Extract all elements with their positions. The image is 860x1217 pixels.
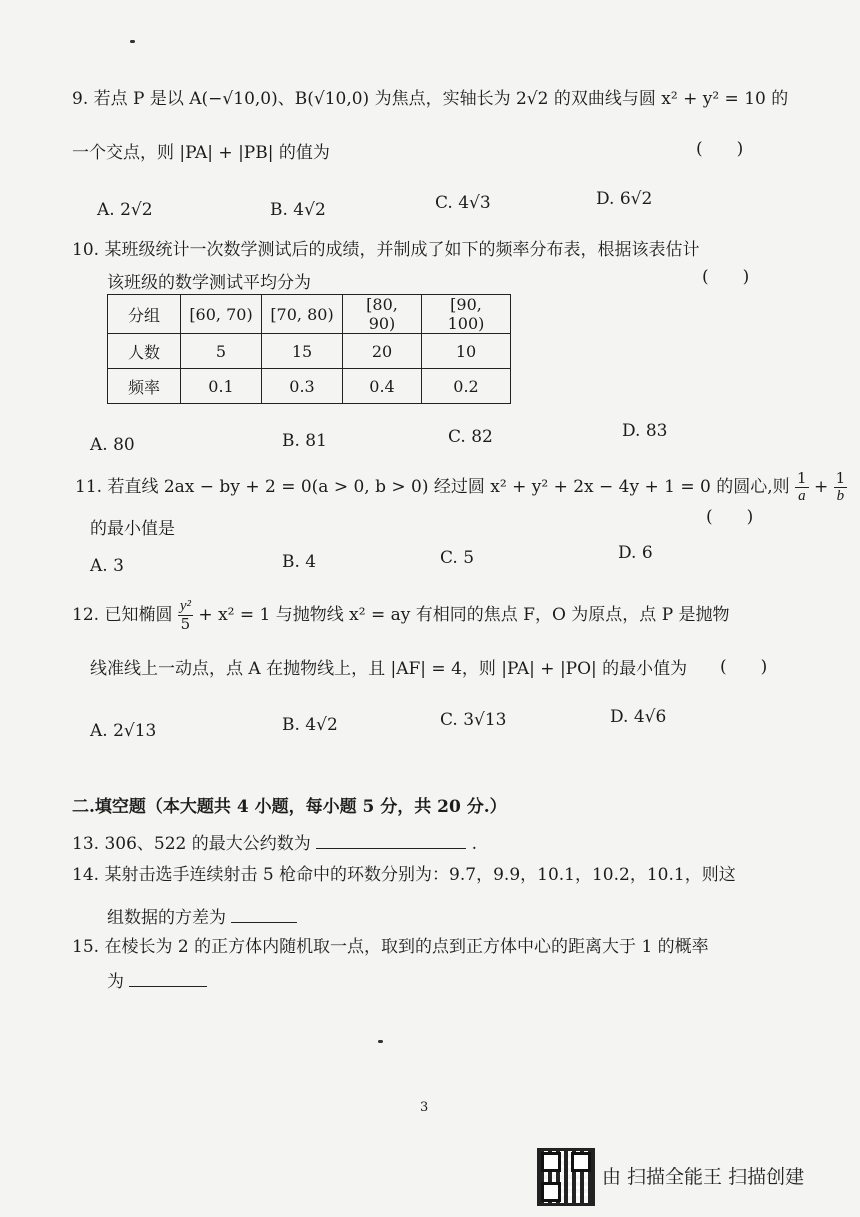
q11-fraction-1-over-b [834, 470, 848, 505]
q12-option-b: B. 4√2 [282, 715, 338, 735]
q12-option-a: A. 2√13 [90, 721, 157, 741]
q12-line1 [72, 598, 730, 633]
table-cell: [70, 80) [262, 295, 343, 334]
table-cell: 0.2 [422, 369, 511, 404]
q15-line2 [107, 968, 207, 995]
q9-line2: 一个交点，则 |PA| + |PB| 的值为 [72, 143, 330, 163]
q9-option-d: D. 6√2 [596, 189, 653, 209]
q12-prefix: 12. 已知椭圆 [72, 605, 173, 625]
fraction-numerator: 1 [797, 469, 807, 487]
q10-option-b: B. 81 [282, 431, 327, 451]
q11-answer-paren: ( ) [706, 507, 754, 527]
q11-option-c: C. 5 [440, 548, 475, 568]
qr-finder-pattern [541, 1182, 561, 1202]
table-cell: [80, 90) [343, 295, 422, 334]
q12-option-d: D. 4√6 [610, 707, 667, 727]
page-number: 3 [420, 1100, 429, 1115]
q9-option-a: A. 2√2 [97, 200, 153, 220]
table-cell: 0.1 [181, 369, 262, 404]
q12-text: + x² = 1 与抛物线 x² = ay 有相同的焦点 F，O 为原点，点 P 是抛物 [198, 605, 730, 625]
q12-fraction-y2-over-5 [178, 598, 193, 633]
q10-line1: 10. 某班级统计一次数学测试后的成绩，并制成了如下的频率分布表，根据该表估计 [72, 240, 700, 260]
q11-text: 11. 若直线 2ax − by + 2 = 0(a > 0, b > 0) 经过圆 x² + y² + 2x − 4y + 1 = 0 的圆心,则 [75, 477, 790, 497]
q11-option-b: B. 4 [282, 552, 317, 572]
scan-speck [130, 40, 135, 43]
q10-line2: 该班级的数学测试平均分为 [107, 273, 311, 293]
q11-line1 [75, 470, 847, 505]
frequency-table [107, 294, 511, 404]
q14-text: 组数据的方差为 [107, 908, 226, 928]
table-row [108, 295, 511, 334]
q14-answer-blank[interactable] [231, 904, 297, 923]
q10-option-a: A. 80 [90, 435, 135, 455]
table-cell: 0.3 [262, 369, 343, 404]
table-cell: 5 [181, 334, 262, 369]
section-2-heading: 二.填空题（本大题共 4 小题，每小题 5 分，共 20 分.） [72, 797, 507, 817]
q13-text: 13. 306、522 的最大公约数为 [72, 834, 311, 854]
q11-option-a: A. 3 [90, 556, 124, 576]
q12-line2: 线准线上一动点，点 A 在抛物线上，且 |AF| = 4，则 |PA| + |PO| 的最小值为 [90, 659, 688, 679]
qr-finder-pattern [541, 1152, 561, 1172]
q13-line [72, 830, 477, 857]
q9-line1: 9. 若点 P 是以 A(−√10,0)、B(√10,0) 为焦点，实轴长为 2√2 的双曲线与圆 x² + y² = 10 的 [72, 89, 789, 109]
q15-text: 为 [107, 972, 124, 992]
table-cell: 15 [262, 334, 343, 369]
q11-line2: 的最小值是 [90, 519, 175, 539]
table-row [108, 369, 511, 404]
q9-option-c: C. 4√3 [435, 193, 491, 213]
table-row [108, 334, 511, 369]
fraction-denominator: 5 [180, 615, 191, 633]
q10-option-d: D. 83 [622, 421, 668, 441]
table-cell: [90, 100) [422, 295, 511, 334]
q14-line1: 14. 某射击选手连续射击 5 枪命中的环数分别为：9.7，9.9，10.1，10.2，10.1，则这 [72, 865, 736, 885]
q13-answer-blank[interactable] [316, 830, 466, 849]
table-cell: [60, 70) [181, 295, 262, 334]
q9-answer-paren: ( ) [696, 139, 744, 159]
qr-code-icon [537, 1148, 595, 1206]
q12-option-c: C. 3√13 [440, 710, 507, 730]
q14-line2 [107, 904, 297, 931]
scanner-watermark: 由 扫描全能王 扫描创建 [602, 1166, 805, 1188]
q11-option-d: D. 6 [618, 543, 653, 563]
q15-answer-blank[interactable] [129, 968, 207, 987]
q15-line1: 15. 在棱长为 2 的正方体内随机取一点，取到的点到正方体中心的距离大于 1 的概率 [72, 937, 709, 957]
table-cell: 20 [343, 334, 422, 369]
fraction-numerator: y² [179, 598, 192, 614]
q13-end: . [471, 834, 477, 854]
table-cell: 0.4 [343, 369, 422, 404]
qr-finder-pattern [571, 1152, 591, 1172]
table-cell: 10 [422, 334, 511, 369]
plus-sign: + [814, 477, 829, 497]
scan-speck [378, 1040, 383, 1043]
table-cell: 分组 [108, 295, 181, 334]
table-cell: 人数 [108, 334, 181, 369]
fraction-denominator: b [836, 488, 845, 504]
fraction-denominator: a [798, 488, 806, 504]
q10-answer-paren: ( ) [702, 267, 750, 287]
q11-fraction-1-over-a [795, 470, 809, 505]
q10-option-c: C. 82 [448, 427, 493, 447]
q9-option-b: B. 4√2 [270, 200, 326, 220]
table-cell: 频率 [108, 369, 181, 404]
fraction-numerator: 1 [835, 469, 846, 487]
q12-answer-paren: ( ) [720, 657, 768, 677]
